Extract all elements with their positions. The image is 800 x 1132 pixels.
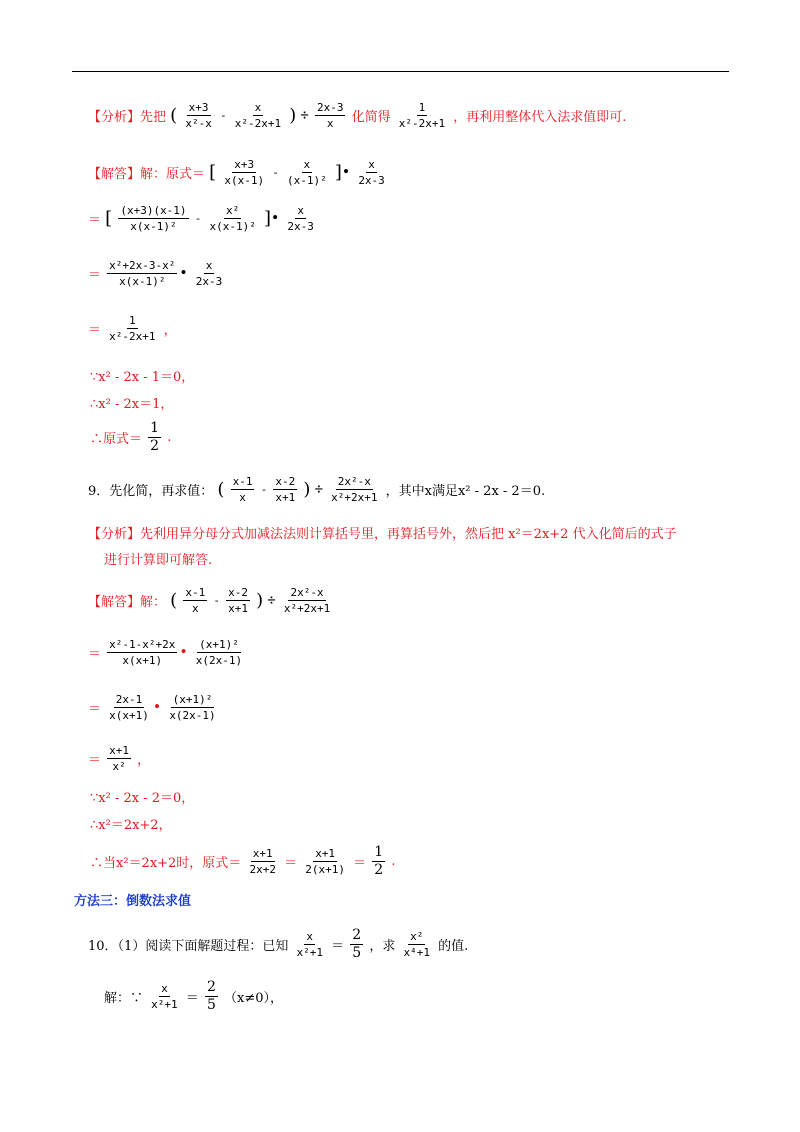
fraction: $\frac{x-1}{x}$ bbox=[185, 586, 206, 615]
fraction: $\frac{1}{2}$ bbox=[150, 420, 160, 454]
equals-sign: ＝ bbox=[88, 702, 102, 717]
paren-open: ( bbox=[170, 105, 178, 126]
q8-because: ∵x² - 2x - 1＝0， bbox=[90, 370, 195, 385]
divide-sign: ÷ bbox=[314, 481, 323, 498]
q9-question bbox=[88, 474, 545, 505]
fraction: $\frac{x}{\text{x²+1}}$ bbox=[151, 982, 178, 1011]
q9-solution-line bbox=[88, 585, 334, 616]
q8-solution-line bbox=[88, 157, 389, 188]
fraction: $\frac{1}{2}$ bbox=[374, 844, 384, 878]
fraction: $\frac{\text{x²}}{\text{x(x-1)²}}$ bbox=[209, 204, 256, 233]
q8-step3 bbox=[88, 258, 226, 289]
fraction: $\frac{2}{5}$ bbox=[206, 979, 216, 1013]
fraction: $\frac{x+1}{\text{x²}}$ bbox=[109, 744, 130, 773]
fraction: $\frac{\text{(x+1)²}}{x(2x-1)}$ bbox=[169, 693, 216, 722]
fraction: $\frac{\text{x²}}{\text{x⁴+1}}$ bbox=[403, 930, 430, 959]
fraction: $\frac{(x+3)(x-1)}{\text{x(x-1)²}}$ bbox=[120, 204, 187, 233]
fraction: $\frac{x-2}{x+1}$ bbox=[275, 475, 296, 504]
fraction: $\frac{1}{\text{x²-2x+1}}$ bbox=[109, 314, 156, 343]
fraction: $\frac{x-1}{x}$ bbox=[232, 475, 253, 504]
analysis-end-text: ，再利用整体代入法求值即可. bbox=[453, 110, 627, 125]
minus-sign: - bbox=[194, 212, 202, 225]
divide-sign: ÷ bbox=[300, 107, 309, 124]
q8-step2 bbox=[88, 203, 318, 234]
fraction: $\frac{x}{\text{x²-2x+1}}$ bbox=[234, 101, 282, 130]
question-prefix: 10．（1）阅读下面解题过程：已知 bbox=[88, 939, 289, 954]
q9-step3 bbox=[88, 743, 150, 774]
period: . bbox=[167, 430, 172, 445]
solution-label: 【解答】解： bbox=[88, 595, 167, 610]
fraction: $\frac{x+3}{\text{x²-x}}$ bbox=[185, 101, 212, 130]
fraction: $\frac{x}{2x-3}$ bbox=[358, 158, 385, 187]
bracket-open: [ bbox=[105, 208, 113, 229]
equals-sign: ＝ bbox=[88, 213, 102, 228]
q10-question bbox=[88, 927, 468, 962]
q8-final bbox=[90, 420, 171, 455]
fraction: $\frac{x}{2x-3}$ bbox=[287, 204, 314, 233]
question-suffix: ，其中x满足x² - 2x - 2＝0. bbox=[385, 484, 546, 499]
q9-final bbox=[90, 844, 396, 879]
fraction: $\frac{2}{5}$ bbox=[352, 927, 362, 961]
equals-sign: ＝ bbox=[284, 856, 298, 871]
paren-close: ) bbox=[256, 590, 264, 611]
minus-sign: - bbox=[219, 109, 227, 122]
divide-sign: ÷ bbox=[267, 592, 276, 609]
q8-analysis-line bbox=[88, 100, 626, 131]
times-dot: • bbox=[271, 210, 280, 227]
equals-sign: ＝ bbox=[88, 323, 102, 338]
q8-step4 bbox=[88, 313, 177, 344]
bracket-close: ] bbox=[334, 162, 342, 183]
fraction: $\frac{\text{2x²-x}}{\text{x²+2x+1}}$ bbox=[283, 586, 331, 615]
period: . bbox=[391, 854, 396, 869]
final-prefix: ∴原式＝ bbox=[90, 432, 143, 447]
q9-analysis-2: 进行计算即可解答. bbox=[104, 553, 213, 568]
comma: ， bbox=[163, 323, 177, 338]
fraction: $\frac{\text{x²+2x-3-x²}}{\text{x(x-1)²}}$ bbox=[109, 259, 176, 288]
analysis-mid-text: 化简得 bbox=[351, 110, 391, 125]
solution-label: 【解答】解：原式＝ bbox=[88, 167, 206, 182]
times-dot: • bbox=[179, 265, 188, 282]
q8-therefore: ∴x² - 2x＝1， bbox=[90, 397, 174, 412]
minus-sign: - bbox=[260, 483, 268, 496]
question-tail: 的值. bbox=[438, 939, 469, 954]
equals-sign: ＝ bbox=[88, 753, 102, 768]
fraction: $\frac{x}{\text{(x-1)²}}$ bbox=[286, 158, 327, 187]
times-dot: • bbox=[341, 164, 351, 181]
fraction: $\frac{x-2}{x+1}$ bbox=[228, 586, 248, 615]
q9-step2 bbox=[88, 692, 220, 723]
paren-open: ( bbox=[170, 590, 178, 611]
question-mid: ，求 bbox=[369, 939, 396, 954]
analysis-label: 【分析】先把 bbox=[88, 110, 167, 125]
q9-analysis-1: 【分析】先利用异分母分式加减法法则计算括号里，再算括号外，然后把 x²＝2x+2 代入化简后的式子 bbox=[88, 527, 677, 542]
equals-sign: ＝ bbox=[185, 991, 199, 1006]
equals-sign: ＝ bbox=[331, 939, 345, 954]
equals-sign: ＝ bbox=[353, 856, 367, 871]
fraction: $\frac{x}{2x-3}$ bbox=[195, 259, 223, 288]
paren-open: ( bbox=[217, 479, 225, 500]
method-heading: 方法三：倒数法求值 bbox=[74, 894, 192, 909]
fraction: $\frac{1}{\text{x²-2x+1}}$ bbox=[398, 101, 446, 130]
fraction: $\frac{2x-1}{x(x+1)}$ bbox=[109, 693, 149, 722]
paren-close: ) bbox=[289, 105, 297, 126]
fraction: $\frac{x+1}{2(x+1)}$ bbox=[305, 847, 345, 876]
q10-solution bbox=[104, 979, 283, 1014]
equals-sign: ＝ bbox=[88, 647, 102, 662]
times-dot: • bbox=[179, 644, 188, 661]
q9-step1 bbox=[88, 637, 246, 668]
question-prefix: 9．先化简，再求值： bbox=[88, 484, 214, 499]
header-rule bbox=[72, 71, 729, 72]
fraction: $\frac{2x-3}{x}$ bbox=[316, 101, 344, 130]
equals-sign: ＝ bbox=[88, 268, 102, 283]
bracket-open: [ bbox=[209, 162, 217, 183]
paren-close: ) bbox=[303, 479, 311, 500]
minus-sign: - bbox=[272, 166, 279, 179]
fraction: $\frac{\text{2x²-x}}{\text{x²+2x+1}}$ bbox=[331, 475, 378, 504]
fraction: $\frac{\text{x²-1-x²+2x}}{x(x+1)}$ bbox=[109, 638, 176, 667]
solution-prefix: 解：∵ bbox=[104, 991, 144, 1006]
q9-therefore: ∴x²＝2x+2， bbox=[90, 818, 172, 833]
times-dot: • bbox=[152, 699, 162, 716]
fraction: $\frac{\text{(x+1)²}}{x(2x-1)}$ bbox=[195, 638, 243, 667]
solution-tail: （x≠0）， bbox=[224, 991, 284, 1006]
q9-because: ∵x² - 2x - 2＝0， bbox=[90, 791, 195, 806]
final-prefix: ∴当x²＝2x+2时，原式＝ bbox=[90, 856, 242, 871]
fraction: $\frac{x+1}{2x+2}$ bbox=[249, 847, 276, 876]
bracket-close: ] bbox=[263, 208, 271, 229]
fraction: $\frac{x}{\text{x²+1}}$ bbox=[296, 930, 323, 959]
comma: ， bbox=[137, 753, 151, 768]
fraction: $\frac{x+3}{x(x-1)}$ bbox=[224, 158, 265, 187]
minus-sign: - bbox=[213, 594, 220, 607]
